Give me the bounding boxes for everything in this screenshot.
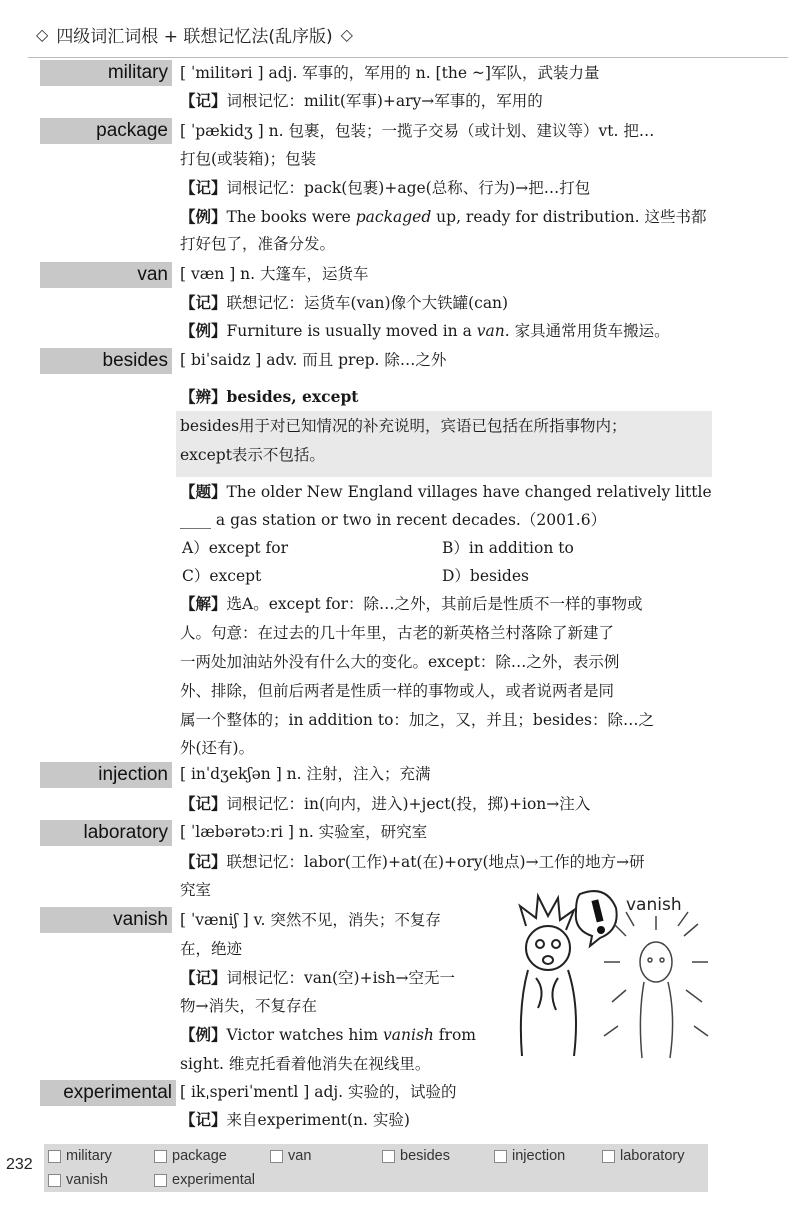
headword: experimental	[40, 1080, 176, 1106]
memory-tag: 【记】	[180, 852, 227, 871]
question-line	[180, 480, 712, 504]
definition-line: [ inˈdʒekʃən ] n. 注射，注入；充满	[180, 765, 431, 783]
option-a: A）except for	[182, 539, 289, 557]
example-keyword: van.	[476, 322, 510, 340]
discrimination-tag: 【辨】	[180, 387, 227, 406]
header-rule	[28, 57, 788, 58]
headword: besides	[40, 348, 172, 374]
review-item-experimental[interactable]	[154, 1170, 255, 1190]
memory-line	[180, 291, 508, 315]
definition-line: [ ikˌsperiˈmentl ] adj. 实验的，试验的	[180, 1083, 457, 1101]
option-d: D）besides	[442, 567, 529, 585]
page-header	[28, 16, 788, 52]
review-item-military[interactable]	[48, 1146, 112, 1166]
memory-text: 联想记忆：labor(工作)+at(在)+ory(地点)→工作的地方→研	[226, 853, 645, 871]
discrimination-heading	[180, 385, 358, 409]
memory-text: 联想记忆：运货车(van)像个大铁罐(can)	[226, 294, 509, 312]
example-tag: 【例】	[180, 1025, 227, 1044]
memory-text: 来自experiment(n. 实验)	[226, 1111, 410, 1129]
definition-line-cont: 打包(或装箱)；包装	[180, 150, 317, 168]
diamond-dots-icon: ◇	[340, 24, 353, 44]
discrimination-title: besides, except	[226, 387, 359, 406]
memory-tag: 【记】	[180, 794, 227, 813]
checkbox-icon	[494, 1150, 507, 1163]
definition-line: [ væn ] n. 大篷车，运货车	[180, 265, 369, 283]
example-text: up, ready for distribution. 这些书都	[431, 208, 707, 226]
memory-text: 词根记忆：van(空)+ish→空无一	[226, 969, 455, 987]
example-line	[180, 1023, 476, 1047]
checkbox-icon	[154, 1174, 167, 1187]
example-keyword: packaged	[355, 208, 432, 226]
example-translation: 打好包了，准备分发。	[180, 235, 336, 253]
review-item-injection[interactable]	[494, 1146, 565, 1166]
memory-line-cont: 究室	[180, 881, 212, 899]
example-text: from	[433, 1026, 476, 1044]
example-text: The books were	[226, 208, 356, 226]
example-line	[180, 319, 670, 343]
example-translation: sight. 维克托看着他消失在视线里。	[180, 1055, 431, 1073]
headword: injection	[40, 762, 172, 788]
memory-line	[180, 850, 645, 874]
example-text: 家具通常用货车搬运。	[509, 322, 670, 340]
review-item-laboratory[interactable]	[602, 1146, 684, 1166]
headword: laboratory	[40, 820, 172, 846]
figure-label: vanish	[626, 895, 682, 915]
answer-line-cont: 属一个整体的；in addition to：加之，又，并且；besides：除…之	[180, 711, 654, 729]
definition-line: [ ˈmilitəri ] adj. 军事的，军用的 n. [the ~]军队，武装力量	[180, 64, 600, 82]
headword: military	[40, 60, 172, 86]
option-b: B）in addition to	[442, 539, 574, 557]
example-text: Furniture is usually moved in a	[226, 322, 477, 340]
discrimination-line: except表示不包括。	[180, 446, 325, 464]
review-word: experimental	[172, 1172, 256, 1188]
review-item-besides[interactable]	[382, 1146, 450, 1166]
definition-line: [ ˈpækidʒ ] n. 包裹，包装；一揽子交易（或计划、建议等）vt. 把…	[180, 122, 655, 140]
question-line-cont: ____ a gas station or two in recent decades.（2001.6）	[180, 511, 607, 529]
review-word: vanish	[66, 1172, 108, 1188]
memory-tag: 【记】	[180, 293, 227, 312]
checkbox-icon	[48, 1150, 61, 1163]
memory-line-cont: 物→消失，不复存在	[180, 997, 317, 1015]
definition-line: [ biˈsaidz ] adv. 而且 prep. 除…之外	[180, 351, 447, 369]
answer-line	[180, 592, 643, 616]
memory-tag: 【记】	[180, 1110, 227, 1129]
diamond-dots-icon: ◇	[36, 24, 49, 44]
cartoon-drawing	[508, 886, 718, 1064]
memory-line	[180, 176, 590, 200]
example-keyword: vanish	[383, 1026, 434, 1044]
headword: van	[40, 262, 172, 288]
book-title: 四级词汇词根 + 联想记忆法(乱序版)	[56, 26, 333, 47]
review-item-van[interactable]	[270, 1146, 311, 1166]
memory-tag: 【记】	[180, 91, 227, 110]
memory-text: 词根记忆：pack(包裹)+age(总称、行为)→把…打包	[226, 179, 591, 197]
answer-line-cont: 外(还有)。	[180, 739, 255, 757]
memory-line	[180, 792, 590, 816]
answer-tag: 【解】	[180, 594, 227, 613]
review-word: military	[66, 1148, 112, 1164]
review-word: injection	[512, 1148, 566, 1164]
review-word: laboratory	[620, 1148, 685, 1164]
option-c: C）except	[182, 567, 262, 585]
answer-line-cont: 外、排除，但前后两者是性质一样的事物或人，或者说两者是同	[180, 682, 615, 700]
question-text: The older New England villages have changed relatively little	[226, 483, 712, 501]
vanish-illustration	[508, 886, 718, 1064]
review-item-package[interactable]	[154, 1146, 227, 1166]
definition-line: [ ˈvæniʃ ] v. 突然不见，消失；不复存	[180, 911, 441, 929]
answer-line-cont: 人。句意：在过去的几十年里，古老的新英格兰村落除了新建了	[180, 624, 615, 642]
review-item-vanish[interactable]	[48, 1170, 108, 1190]
memory-line	[180, 89, 543, 113]
memory-line	[180, 966, 455, 990]
page-footer	[0, 1140, 800, 1196]
memory-tag: 【记】	[180, 968, 227, 987]
answer-text: 选A。except for：除…之外，其前后是性质不一样的事物或	[226, 595, 643, 613]
example-tag: 【例】	[180, 321, 227, 340]
memory-tag: 【记】	[180, 178, 227, 197]
review-word: besides	[400, 1148, 450, 1164]
review-word: package	[172, 1148, 227, 1164]
checkbox-icon	[48, 1174, 61, 1187]
answer-line-cont: 一两处加油站外没有什么大的变化。except：除…之外，表示例	[180, 653, 620, 671]
checkbox-icon	[154, 1150, 167, 1163]
definition-line-cont: 在，绝迹	[180, 940, 243, 958]
example-tag: 【例】	[180, 207, 227, 226]
headword: vanish	[40, 907, 172, 933]
headword: package	[40, 118, 172, 144]
review-word: van	[288, 1148, 312, 1164]
example-text: Victor watches him	[226, 1026, 383, 1044]
question-tag: 【题】	[180, 482, 227, 501]
discrimination-line: besides用于对已知情况的补充说明，宾语已包括在所指事物内；	[180, 417, 627, 435]
checkbox-icon	[270, 1150, 283, 1163]
checkbox-icon	[382, 1150, 395, 1163]
memory-text: 词根记忆：in(向内，进入)+ject(投，掷)+ion→注入	[226, 795, 591, 813]
review-word-list	[44, 1144, 708, 1192]
example-line	[180, 205, 706, 229]
page-number: 232	[6, 1156, 33, 1173]
checkbox-icon	[602, 1150, 615, 1163]
memory-line	[180, 1108, 410, 1132]
definition-line: [ ˈlæbərətɔːri ] n. 实验室，研究室	[180, 823, 428, 841]
memory-text: 词根记忆：milit(军事)+ary→军事的，军用的	[226, 92, 543, 110]
